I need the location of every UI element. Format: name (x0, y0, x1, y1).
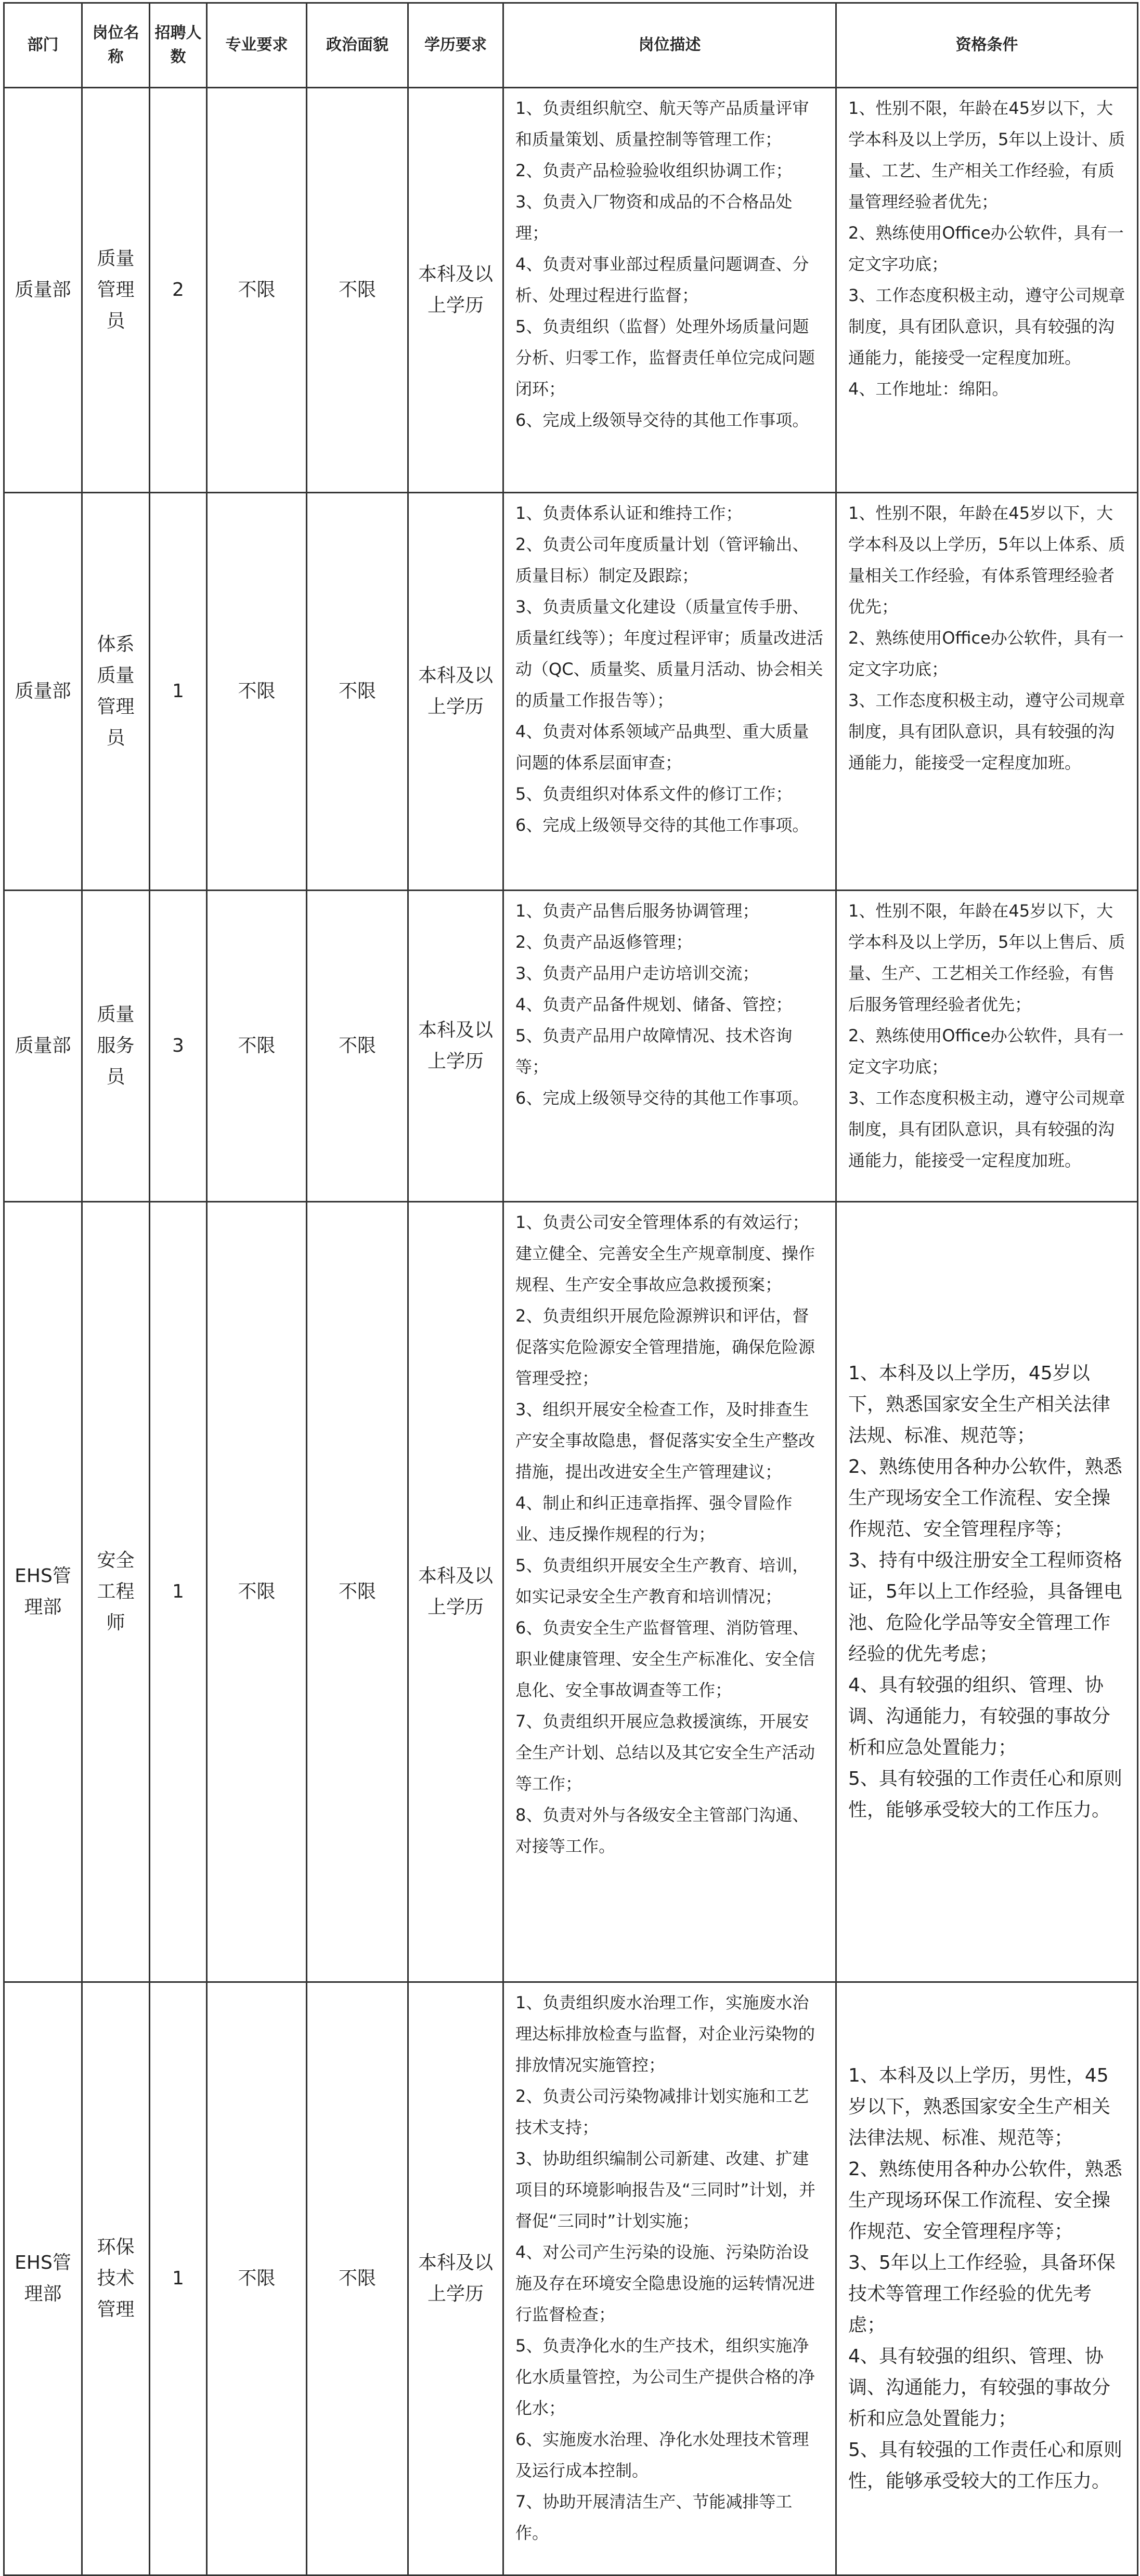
qualification-line: 2、熟练使用各种办公软件，熟悉生产现场环保工作流程、安全操作规范、安全管理程序等； (848, 2159, 1122, 2242)
header-count: 招聘人数 (150, 3, 207, 88)
qualification-line: 3、工作态度积极主动，遵守公司规章制度，具有团队意识，具有较强的沟通能力，能接受一定程度加班。 (848, 1088, 1125, 1170)
table-row (4, 1982, 1138, 2575)
description-cell (503, 88, 836, 493)
description-line: 5、负责组织（监督）处理外场质量问题分析、归零工作，监督责任单位完成问题闭环； (515, 317, 815, 399)
description-line: 3、负责质量文化建设（质量宣传手册、质量红线等）；年度过程评审；质量改进活动（QC、质量奖、质量月活动、协会相关的质量工作报告等）； (515, 597, 824, 710)
description-line: 2、负责产品返修管理； (515, 932, 693, 952)
description-line: 3、组织开展安全检查工作，及时排查生产安全事故隐患，督促落实安全生产整改措施，提出改进安全生产管理建议； (515, 1400, 815, 1482)
qualification-line: 1、本科及以上学历，男性，45岁以下，熟悉国家安全生产相关法律法规、标准、规范等； (848, 2065, 1111, 2149)
description-line: 4、负责产品备件规划、储备、管控； (515, 995, 793, 1014)
description-line: 1、负责组织航空、航天等产品质量评审和质量策划、质量控制等管理工作； (515, 98, 809, 149)
education-cell: 本科及以上学历 (408, 88, 503, 493)
description-line: 7、负责组织开展应急救援演练，开展安全生产计划、总结以及其它安全生产活动等工作； (515, 1711, 815, 1794)
dept-cell: 质量部 (4, 88, 82, 493)
position-cell: 体系质量管理员 (82, 493, 150, 891)
description-line: 3、负责入厂物资和成品的不合格品处理； (515, 192, 793, 243)
description-line: 3、协助组织编制公司新建、改建、扩建项目的环境影响报告及“三同时”计划，并督促“三同时”计划实施； (515, 2149, 816, 2231)
description-line: 1、负责组织废水治理工作，实施废水治理达标排放检查与监督，对企业污染物的排放情况实施管控； (515, 1993, 815, 2075)
political-cell: 不限 (307, 1982, 408, 2575)
description-line: 4、负责对体系领域产品典型、重大质量问题的体系层面审查； (515, 722, 809, 773)
position-cell: 安全工程师 (82, 1202, 150, 1982)
description-line: 4、制止和纠正违章指挥、强令冒险作业、违反操作规程的行为； (515, 1493, 793, 1544)
description-line: 6、完成上级领导交待的其他工作事项。 (515, 410, 809, 430)
qualification-line: 1、性别不限，年龄在45岁以下，大学本科及以上学历，5年以上设计、质量、工艺、生产相关工作经验，有质量管理经验者优先； (848, 98, 1125, 212)
qualification-line: 4、工作地址：绵阳。 (848, 379, 1009, 399)
description-line: 6、完成上级领导交待的其他工作事项。 (515, 1088, 809, 1108)
description-line: 7、协助开展清洁生产、节能减排等工作。 (515, 2492, 793, 2543)
table-row (4, 88, 1138, 493)
position-cell: 质量管理员 (82, 88, 150, 493)
header-political: 政治面貌 (307, 3, 408, 88)
header-major: 专业要求 (207, 3, 307, 88)
qualification-line: 3、工作态度积极主动，遵守公司规章制度，具有团队意识，具有较强的沟通能力，能接受一定程度加班。 (848, 285, 1125, 368)
header-education: 学历要求 (408, 3, 503, 88)
qualification-line: 4、具有较强的组织、管理、协调、沟通能力，有较强的事故分析和应急处置能力； (848, 1675, 1111, 1758)
qualification-line: 4、具有较强的组织、管理、协调、沟通能力，有较强的事故分析和应急处置能力； (848, 2346, 1111, 2429)
description-line: 8、负责对外与各级安全主管部门沟通、对接等工作。 (515, 1805, 809, 1856)
qualification-line: 2、熟练使用Office办公软件，具有一定文字功底； (848, 1026, 1124, 1077)
header-description: 岗位描述 (503, 3, 836, 88)
count-cell: 1 (150, 493, 207, 891)
qualification-line: 3、持有中级注册安全工程师资格证，5年以上工作经验，具备锂电池、危险化学品等安全管理工作经验的优先考虑； (848, 1550, 1122, 1665)
description-cell (503, 493, 836, 891)
qualification-line: 1、性别不限，年龄在45岁以下，大学本科及以上学历，5年以上售后、质量、生产、工艺相关工作经验，有售后服务管理经验者优先； (848, 901, 1125, 1014)
description-cell (503, 891, 836, 1202)
major-cell: 不限 (207, 493, 307, 891)
qualification-line: 2、熟练使用各种办公软件，熟悉生产现场安全工作流程、安全操作规范、安全管理程序等； (848, 1456, 1122, 1540)
qualification-line: 1、性别不限，年龄在45岁以下，大学本科及以上学历，5年以上体系、质量相关工作经验，有体系管理经验者优先； (848, 503, 1125, 617)
recruitment-table (3, 2, 1138, 2576)
education-cell: 本科及以上学历 (408, 1982, 503, 2575)
major-cell: 不限 (207, 891, 307, 1202)
description-line: 6、负责安全生产监督管理、消防管理、职业健康管理、安全生产标准化、安全信息化、安全事故调查等工作； (515, 1618, 815, 1700)
count-cell: 2 (150, 88, 207, 493)
description-line: 1、负责体系认证和维持工作； (515, 503, 743, 523)
description-line: 5、负责组织对体系文件的修订工作； (515, 784, 793, 804)
dept-cell: 质量部 (4, 891, 82, 1202)
political-cell: 不限 (307, 88, 408, 493)
qualification-line: 2、熟练使用Office办公软件，具有一定文字功底； (848, 223, 1124, 274)
political-cell: 不限 (307, 1202, 408, 1982)
count-cell: 1 (150, 1982, 207, 2575)
description-cell (503, 1982, 836, 2575)
table-row (4, 891, 1138, 1202)
description-line: 1、负责公司安全管理体系的有效运行；建立健全、完善安全生产规章制度、操作规程、生产安全事故应急救援预案； (515, 1212, 815, 1294)
header-dept: 部门 (4, 3, 82, 88)
qualification-line: 5、具有较强的工作责任心和原则性，能够承受较大的工作压力。 (848, 2439, 1122, 2492)
dept-cell: 质量部 (4, 493, 82, 891)
qualification-cell (836, 891, 1138, 1202)
political-cell: 不限 (307, 493, 408, 891)
major-cell: 不限 (207, 1202, 307, 1982)
count-cell: 3 (150, 891, 207, 1202)
description-line: 6、实施废水治理、净化水处理技术管理及运行成本控制。 (515, 2429, 809, 2480)
qualification-line: 2、熟练使用Office办公软件，具有一定文字功底； (848, 628, 1124, 679)
qualification-cell (836, 1202, 1138, 1982)
qualification-cell (836, 493, 1138, 891)
table-row (4, 493, 1138, 891)
qualification-line: 5、具有较强的工作责任心和原则性，能够承受较大的工作压力。 (848, 1768, 1122, 1821)
education-cell: 本科及以上学历 (408, 493, 503, 891)
education-cell: 本科及以上学历 (408, 891, 503, 1202)
count-cell: 1 (150, 1202, 207, 1982)
description-line: 1、负责产品售后服务协调管理； (515, 901, 759, 921)
header-position: 岗位名称 (82, 3, 150, 88)
description-line: 4、负责对事业部过程质量问题调查、分析、处理过程进行监督； (515, 254, 809, 305)
major-cell: 不限 (207, 88, 307, 493)
qualification-cell (836, 88, 1138, 493)
header-row (4, 3, 1138, 88)
description-cell (503, 1202, 836, 1982)
qualification-line: 3、工作态度积极主动，遵守公司规章制度，具有团队意识，具有较强的沟通能力，能接受一定程度加班。 (848, 690, 1125, 773)
qualification-line: 3、5年以上工作经验，具备环保技术等管理工作经验的优先考虑； (848, 2252, 1116, 2336)
major-cell: 不限 (207, 1982, 307, 2575)
description-line: 2、负责公司年度质量计划（管评输出、质量目标）制定及跟踪； (515, 534, 809, 585)
description-line: 2、负责公司污染物减排计划实施和工艺技术支持； (515, 2086, 809, 2137)
description-line: 6、完成上级领导交待的其他工作事项。 (515, 815, 809, 835)
description-line: 2、负责组织开展危险源辨识和评估，督促落实危险源安全管理措施，确保危险源管理受控； (515, 1306, 815, 1388)
description-line: 5、负责净化水的生产技术，组织实施净化水质量管控，为公司生产提供合格的净化水； (515, 2336, 815, 2418)
table-row (4, 1202, 1138, 1982)
position-cell: 环保技术管理 (82, 1982, 150, 2575)
political-cell: 不限 (307, 891, 408, 1202)
description-line: 5、负责组织开展安全生产教育、培训，如实记录安全生产教育和培训情况； (515, 1555, 809, 1606)
description-line: 5、负责产品用户故障情况、技术咨询等； (515, 1026, 793, 1077)
position-cell: 质量服务员 (82, 891, 150, 1202)
qualification-cell (836, 1982, 1138, 2575)
dept-cell: EHS管理部 (4, 1982, 82, 2575)
description-line: 4、对公司产生污染的设施、污染防治设施及存在环境安全隐患设施的运转情况进行监督检查； (515, 2242, 815, 2324)
education-cell: 本科及以上学历 (408, 1202, 503, 1982)
description-line: 2、负责产品检验验收组织协调工作； (515, 161, 793, 180)
dept-cell: EHS管理部 (4, 1202, 82, 1982)
qualification-line: 1、本科及以上学历，45岁以下，熟悉国家安全生产相关法律法规、标准、规范等； (848, 1363, 1111, 1446)
header-qualification: 资格条件 (836, 3, 1138, 88)
description-line: 3、负责产品用户走访培训交流； (515, 963, 759, 983)
